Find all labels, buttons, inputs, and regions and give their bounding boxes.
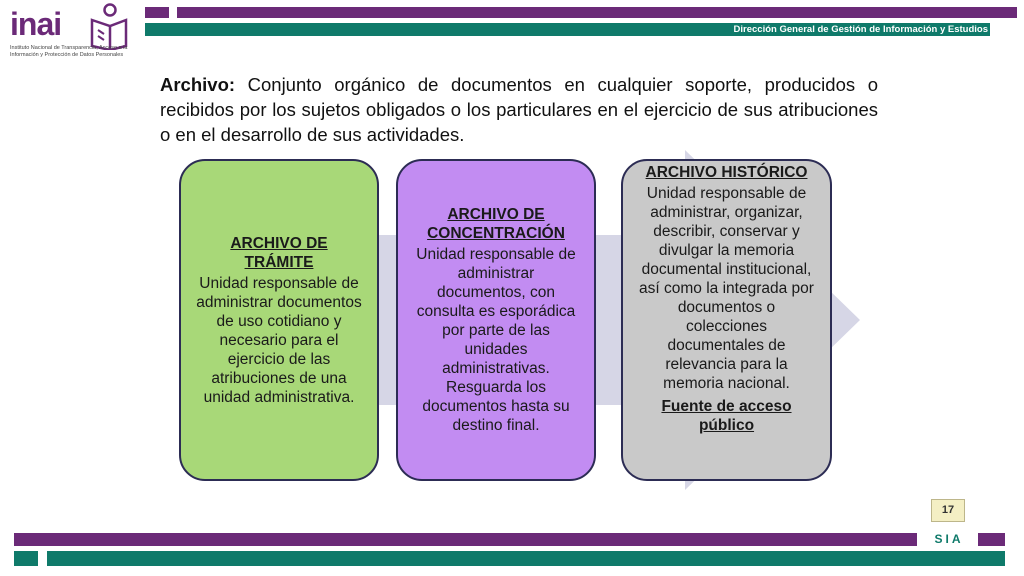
stage-title: ARCHIVO DE CONCENTRACIÓN <box>427 206 565 242</box>
department-label: Dirección General de Gestión de Información y Estudios <box>733 24 988 35</box>
stage-archivo-concentracion <box>396 159 596 481</box>
stage-title: ARCHIVO DE TRÁMITE <box>230 234 328 271</box>
sia-brand: SIA <box>934 532 964 546</box>
stage-title: ARCHIVO HISTÓRICO <box>645 164 808 181</box>
stage-archivo-tramite <box>179 159 379 481</box>
footer-bar-purple-short <box>978 533 1005 546</box>
stage-footer-link: Fuente de acceso público <box>661 398 792 434</box>
footer-bar-purple <box>14 533 917 546</box>
definition-text: Conjunto orgánico de documentos en cualquier soporte, producidos o recibidos por los sujetos obligados o los particulares en el ejercicio de sus atribuciones o en el desarrollo de sus actividades. <box>160 74 878 145</box>
definition-term: Archivo: <box>160 74 236 95</box>
stage-description: Unidad responsable de administrar documentos, con consulta es esporádica por parte de las unidades administrativas. Resguarda los documentos hasta su destino final. <box>416 246 576 434</box>
page-number: 17 <box>931 499 965 522</box>
stage-archivo-historico <box>621 159 832 481</box>
stage-description: Unidad responsable de administrar documentos de uso cotidiano y necesario para el ejercicio de las atribuciones de una unidad administrativa. <box>196 274 362 406</box>
stage-description: Unidad responsable de administrar, organizar, describir, conservar y divulgar la memoria documental institucional, así como la integrada por documentos o colecciones documentales de relevancia para la memoria nacional. <box>639 185 814 392</box>
inai-logo-wordmark: inai <box>10 6 62 42</box>
inai-logo-caption: Instituto Nacional de Transparencia, Acceso a la Información y Protección de Datos Personales <box>10 45 128 58</box>
header-bar-purple <box>177 7 1017 18</box>
inai-logo-icon <box>86 2 130 50</box>
footer-bar-green-short <box>14 551 38 566</box>
header-bar-purple-short <box>145 7 169 18</box>
archivo-definition <box>160 72 878 147</box>
footer-bar-green <box>47 551 1005 566</box>
